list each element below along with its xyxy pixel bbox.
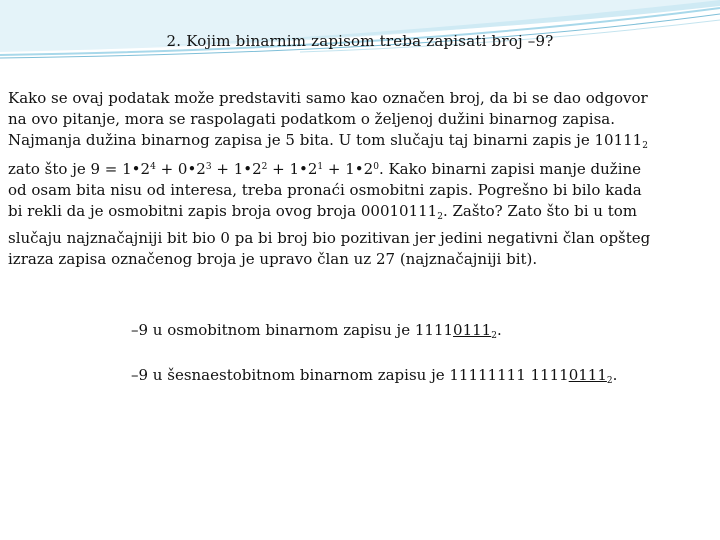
paragraph-text: Kako se ovaj podatak može predstaviti samo kao označen broj, da bi se dao odgovor na ovo pitanje, mora se raspolagati podatkom o željenoj dužini binarnog zapisa. Najmanja dužina binarnog zapisa je 5 bita. U tom slučaju taj binarni zapis je 10111: [8, 89, 648, 149]
base-subscript: 2: [491, 331, 497, 341]
paragraph-text: + 1•2: [267, 160, 318, 178]
exponent: 1: [317, 162, 324, 172]
paragraph-text: zato što je 9 = 1•2: [8, 160, 151, 178]
base-subscript: 2: [642, 141, 648, 151]
exponent: 0: [373, 162, 379, 172]
exponent: 2: [261, 162, 268, 172]
underlined-bits: 0111: [453, 321, 492, 339]
result-16bit: [131, 366, 617, 386]
result-tail: .: [496, 321, 502, 339]
result-8bit: [131, 321, 502, 341]
base-subscript: 2: [437, 212, 443, 222]
paragraph-text: + 1•2: [323, 160, 374, 178]
paragraph-text: . Zašto? Zato što bi u tom slučaju najznačajniji bit bio 0 pa bi broj bio pozitivan jer jedini negativni član opšteg izraza zapisa označenog broja je upravo član uz 27 (najznačajniji bit).: [8, 202, 651, 268]
underlined-bits: 0111: [568, 366, 607, 384]
paragraph-text: + 1•2: [211, 160, 262, 178]
paragraph-text: . Kako binarni zapisi manje dužine od osam bita nisu od interesa, treba pronaći osmobitni zapis. Pogrešno bi bilo kada bi rekli da je osmobitni zapis broja ovog broja 00010111: [8, 160, 642, 220]
result-text: –9 u šesnaestobitnom binarnom zapisu je 11111111 1111: [131, 366, 569, 384]
result-text: –9 u osmobitnom binarnom zapisu je 1111: [131, 321, 454, 339]
base-subscript: 2: [606, 376, 613, 386]
result-tail: .: [612, 366, 618, 384]
exponent: 3: [205, 162, 212, 172]
exponent: 4: [150, 162, 156, 172]
explanation-paragraph: [8, 88, 660, 270]
paragraph-text: + 0•2: [155, 160, 206, 178]
slide-title: 2. Kojim binarnim zapisom treba zapisati broj –9?: [166, 32, 554, 50]
